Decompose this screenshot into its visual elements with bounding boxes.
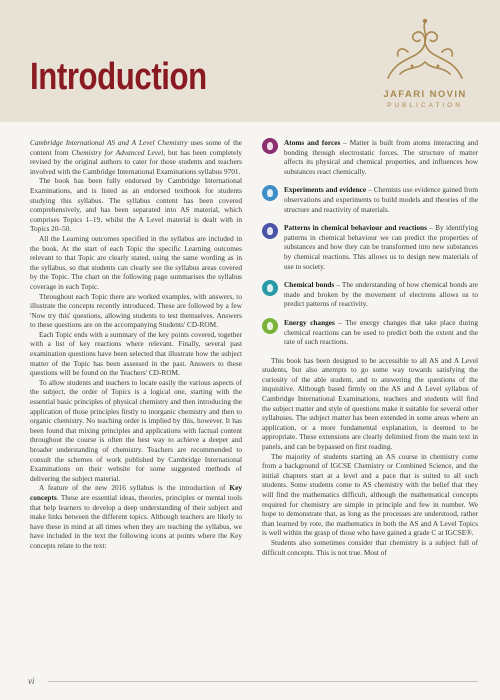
key-concept-separator: – <box>334 317 346 327</box>
book-title-italic: Cambridge International AS and A Level Chemistry <box>30 138 188 147</box>
key-concept-term: Experiments and evidence <box>284 185 367 195</box>
key-concept-separator: – <box>340 138 350 147</box>
key-concept-term: Energy changes <box>284 317 335 327</box>
paragraph-text: . These are essential ideas, theories, principles or mental tools that help learners to develop a deep understanding of their subject and make links between the different topics. Although teachers are likely to have these in mind at all times when they are teaching the syllabus, we have included in the text the following icons at points where the Key concepts relate to the text: <box>30 492 242 550</box>
body-paragraph-1: This book has been designed to be accessible to all AS and A Level students, but also attempts to go some way towards satisfying the curiosity of the able student, and to answering the questions of the inquisitive. Although based firmly on the AS and A Level syllabus of Cambridge International Examinations, teachers and students will find the subject matter and style of questions make it suitable for several other syllabuses. The subject matter has been extended in some areas where an application, or a more fundamental explanation, is deemed to be appropriate. These extensions are clearly delimited from the main text in panels, and can be bypassed on first reading. <box>262 355 478 452</box>
right-column <box>262 138 478 684</box>
intro-paragraph-2: The book has been fully endorsed by Cambridge International Examinations, and is listed as an endorsed textbook for students studying this syllabus. The syllabus content has been covered comprehensively, and has been separated into AS material, which comprises Topics 1–19, whilst the A Level material is dealt with in Topics 20–50. <box>30 176 242 234</box>
paragraph-text: uses some of the content from <box>30 138 242 157</box>
key-concept-energy-changes <box>262 318 478 347</box>
page-title: Introduction <box>30 56 207 98</box>
body-paragraph-3: Students also sometimes consider that chemistry is a subject full of difficult concepts. This is not true. Most of <box>262 537 478 557</box>
energy-changes-icon <box>262 318 278 334</box>
book-title-italic: Chemistry for Advanced Level <box>71 147 164 157</box>
key-concept-text: The understanding of how chemical bonds are made and broken by the movement of electrons allows us to predict patterns of reactivity. <box>284 280 478 309</box>
intro-paragraph-7 <box>30 483 242 550</box>
intro-paragraph-5: Each Topic ends with a summary of the key points covered, together with a list of key reactions where relevant. Finally, several past examination questions have been selected that illustrate how the subject matter of the Topic has been assessed in the past. Answers to these questions will be found on the Teachers' CD-ROM. <box>30 329 242 378</box>
key-concept-term: Patterns in chemical behaviour and reactions <box>284 223 427 233</box>
body-paragraph-2: The majority of students starting an AS course in chemistry come from a background of IGCSE Chemistry or Combined Science, and the initial chapters start at a level and a pace that is suited to all such students. Some students come to AS chemistry with the belief that they will find the mathematics difficult, although the mathematical concepts required for chemistry are simple in principle and few in number. We hope to demonstrate that, as long as the processes are understood, rather than learned by rote, the mathematics in both the AS and A Level Topics is well within the grasp of those who have gained a grade C at IGCSE®. <box>262 451 478 538</box>
publisher-logo <box>360 16 490 116</box>
paragraph-text: A feature of the new 2016 syllabus is the introduction of <box>39 483 230 493</box>
left-column <box>30 138 242 666</box>
patterns-reactions-icon <box>262 223 278 239</box>
experiments-evidence-icon <box>262 185 278 201</box>
key-concept-separator: – <box>334 280 342 290</box>
key-concept-separator: – <box>366 185 374 195</box>
intro-paragraph-6: To allow students and teachers to locate easily the various aspects of the subject, the order of Topics is a logical one, starting with the essential basic principles of physical chemistry and then introducing the application of those principles firstly to inorganic chemistry and then to organic chemistry. No teaching order is implied by this, however. It has been found that mixing principles and applications with factual content throughout the course is often the best way to achieve a deeper and broader understanding of chemistry. Teachers are recommended to consult the schemes of work published by Cambridge International Examinations on their website for some suggested methods of delivering the subject material. <box>30 377 242 483</box>
key-concept-patterns <box>262 223 478 271</box>
key-concept-experiments <box>262 185 478 214</box>
key-concept-chemical-bonds <box>262 280 478 309</box>
intro-paragraph-1 <box>30 138 242 176</box>
intro-paragraph-3: All the Learning outcomes specified in the syllabus are included in the book. At the start of each Topic the specific Learning outcomes relevant to that Topic are clearly stated, using the same wording as in the syllabus, so that students can clearly see the syllabus areas covered by the Topic. The chart on the following page summarises the syllabus coverage in each Topic. <box>30 233 242 291</box>
atoms-forces-icon <box>262 138 278 154</box>
chemical-bonds-icon <box>262 280 278 296</box>
key-concept-text: By identifying patterns in chemical behaviour we can predict the properties of substances and how they can be transformed into new substances by chemical reactions. This allows us to design new materials of use to society. <box>284 223 478 271</box>
key-concept-separator: – <box>426 223 436 233</box>
key-concept-atoms-forces <box>262 138 478 176</box>
publisher-subtitle: PUBLICATION <box>387 102 463 109</box>
key-concept-term: Atoms and forces <box>284 138 341 147</box>
key-concept-term: Chemical bonds <box>284 280 335 290</box>
key-concept-text: Matter is built from atoms interacting and bonding through electrostatic forces. The structure of matter affects its physical and chemical properties, and influences how substances react chemically. <box>284 138 478 176</box>
key-concepts-bold: Key concepts <box>30 483 242 502</box>
paragraph-text: , but has been completely revised by the original authors to cater for those students and teachers involved with the Cambridge International Examinations syllabus 9701. <box>30 147 242 176</box>
publisher-name: JAFARI NOVIN <box>383 89 467 100</box>
footer-rule <box>48 681 478 682</box>
key-concept-text: Chemists use evidence gained from observations and experiments to build models and theories of the structure and reactivity of materials. <box>284 185 478 214</box>
right-body <box>262 356 478 557</box>
page-number: vi <box>28 676 35 686</box>
ornament-icon <box>378 16 472 86</box>
key-concept-text: The energy changes that take place during chemical reactions can be used to predict both the extent and the rate of such reactions. <box>284 317 478 347</box>
intro-paragraph-4: Throughout each Topic there are worked examples, with answers, to illustrate the concepts recently introduced. These are followed by a few 'Now try this' questions, allowing students to test themselves. Answers to these questions are on the accompanying Students' CD-ROM. <box>30 291 242 330</box>
